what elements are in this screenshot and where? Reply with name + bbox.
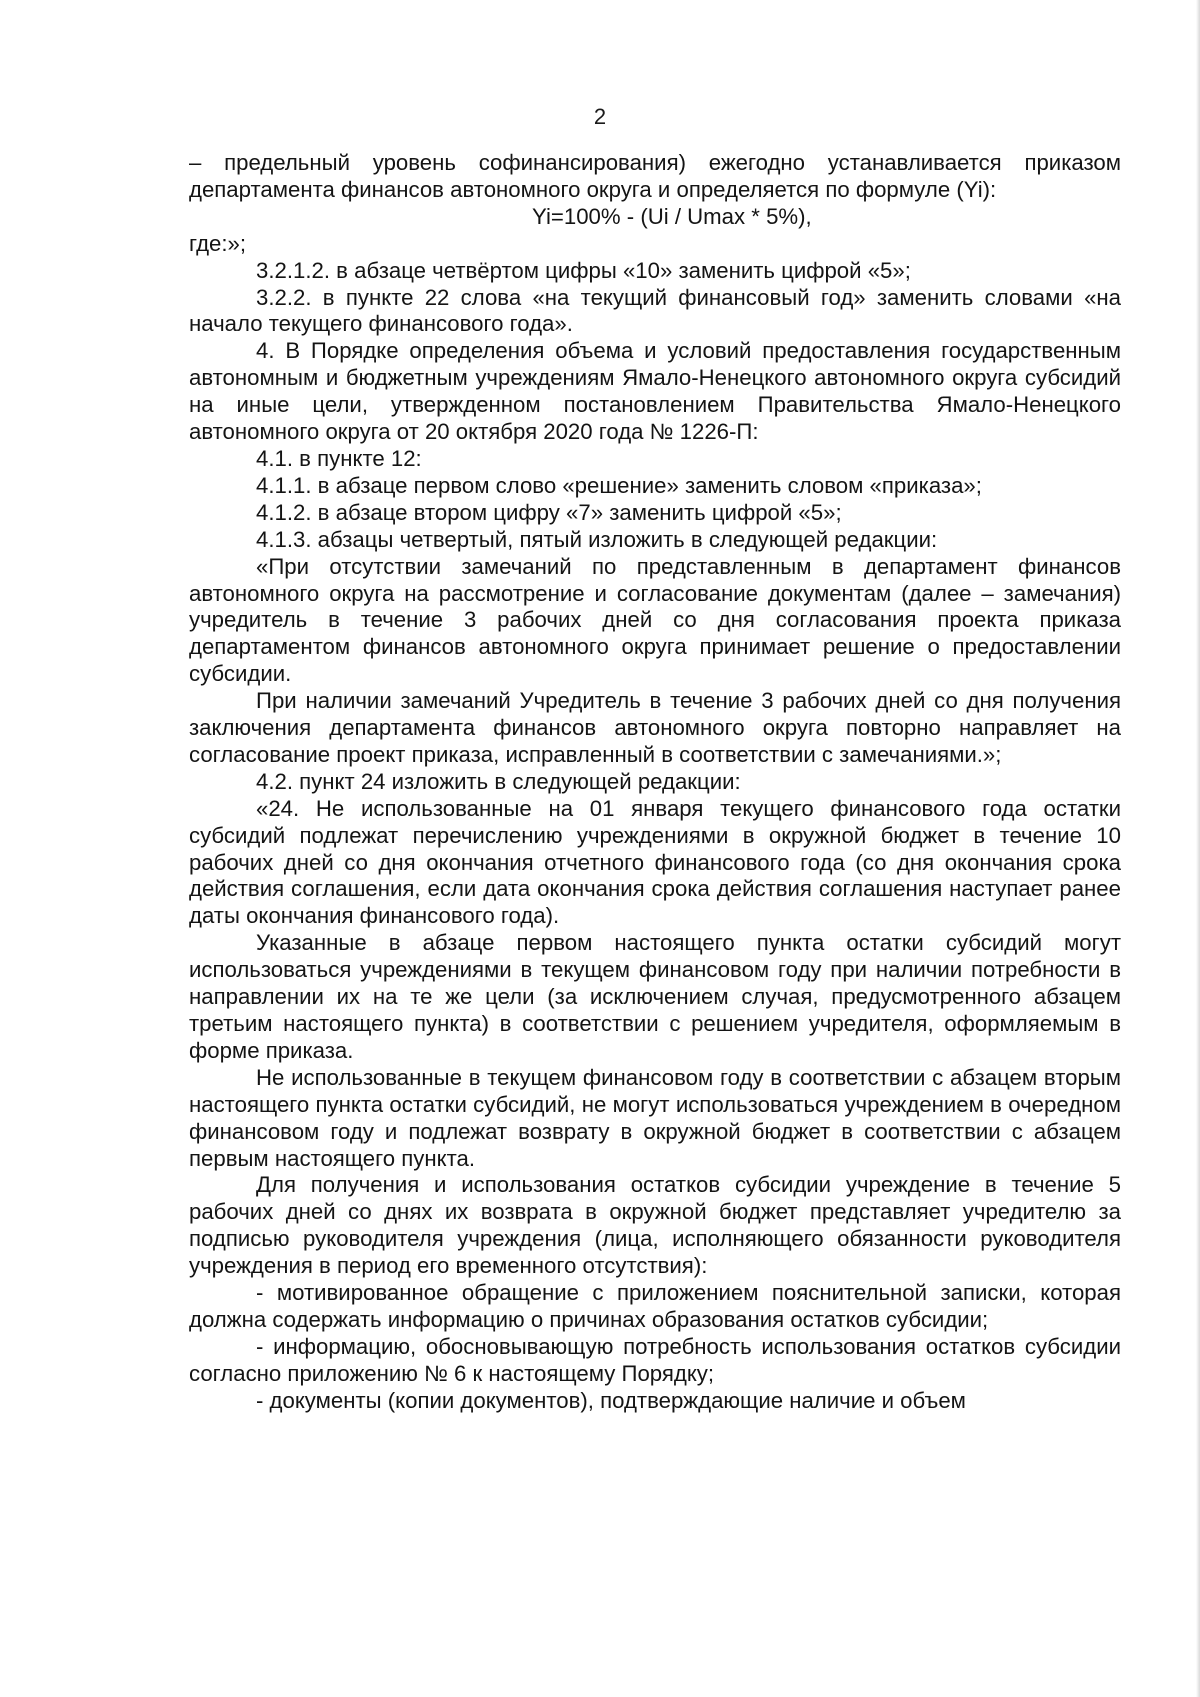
paragraph-formula-intro: – предельный уровень софинансирования) ежегодно устанавливается приказом департамента финансов автономного округа и определяется по формуле (Yi): — [189, 150, 1121, 202]
paragraph-remaining-use: Указанные в абзаце первом настоящего пункта остатки субсидий могут использоваться учреждениями в текущем финансовом году при наличии потребности в направлении их на те же цели (за исключением случая, предусмотренного абзацем третьим настоящего пункта) в соответствии с решением учредителя, оформляемым в форме приказа. — [189, 930, 1121, 1063]
paragraph-4: 4. В Порядке определения объема и условий предоставления государственным автономным и бюджетным учреждениям Ямало-Ненецкого автономного округа субсидий на иные цели, утвержденном постановлением Правительства Ямало-Ненецкого автономного округа от 20 октября 2020 года № 1226-П: — [189, 338, 1121, 445]
paragraph-4-1-2: 4.1.2. в абзаце втором цифру «7» заменить цифрой «5»; — [256, 499, 842, 525]
paragraph-quote-with-remarks: При наличии замечаний Учредитель в течение 3 рабочих дней со дня получения заключения департамента финансов автономного округа повторно направляет на согласование проект приказа, исправленный в соответствии с замечаниями.»; — [189, 688, 1121, 767]
paragraph-4-1-3: 4.1.3. абзацы четвертый, пятый изложить в следующей редакции: — [256, 526, 938, 552]
paragraph-procedure: Для получения и использования остатков субсидии учреждение в течение 5 рабочих дней со днях их возврата в окружной бюджет представляет учредителю за подписью руководителя учреждения (лица, исполняющего обязанности руководителя учреждения в период его временного отсутствия): — [189, 1172, 1121, 1279]
paragraph-4-2: 4.2. пункт 24 изложить в следующей редакции: — [256, 768, 741, 794]
formula: Yi=100% - (Ui / Umax * 5%), — [532, 203, 812, 229]
paragraph-quote-24: «24. Не использованные на 01 января текущего финансового года остатки субсидий подлежат перечислению учреждениями в окружной бюджет в течение 10 рабочих дней со дня окончания отчетного финансового года (со дня окончания срока действия соглашения, если дата окончания срока действия соглашения наступает ранее даты окончания финансового года). — [189, 795, 1121, 929]
document-body — [189, 150, 1121, 1415]
paragraph-where: где:»; — [189, 230, 247, 256]
page-number: 2 — [593, 104, 607, 129]
paragraph-quote-no-remarks: «При отсутствии замечаний по представленным в департамент финансов автономного округа на рассмотрение и согласование документам (далее – замечания) учредитель в течение 3 рабочих дней со дня согласования проекта приказа департаментом финансов автономного округа принимает решение о предоставлении субсидии. — [189, 553, 1121, 687]
paragraph-4-1-1: 4.1.1. в абзаце первом слово «решение» заменить словом «приказа»; — [256, 472, 982, 498]
paragraph-3-2-2: 3.2.2. в пункте 22 слова «на текущий финансовый год» заменить словами «на начало текущего финансового года». — [189, 284, 1121, 337]
list-item-documents: - документы (копии документов), подтверждающие наличие и объем — [256, 1387, 966, 1413]
paragraph-4-1: 4.1. в пункте 12: — [256, 445, 422, 471]
list-item-appeal: - мотивированное обращение с приложением пояснительной записки, которая должна содержать информацию о причинах образования остатков субсидии; — [189, 1280, 1121, 1332]
list-item-information: - информацию, обосновывающую потребность использования остатков субсидии согласно приложению № 6 к настоящему Порядку; — [189, 1333, 1121, 1386]
scan-edge-shadow — [1196, 0, 1200, 1697]
paragraph-3-2-1-2: 3.2.1.2. в абзаце четвёртом цифры «10» заменить цифрой «5»; — [256, 257, 911, 283]
paragraph-unused-return: Не использованные в текущем финансовом году в соответствии с абзацем вторым настоящего пункта остатки субсидий, не могут использоваться учреждением в очередном финансовом году и подлежат возврату в окружной бюджет в соответствии с абзацем первым настоящего пункта. — [189, 1064, 1121, 1171]
